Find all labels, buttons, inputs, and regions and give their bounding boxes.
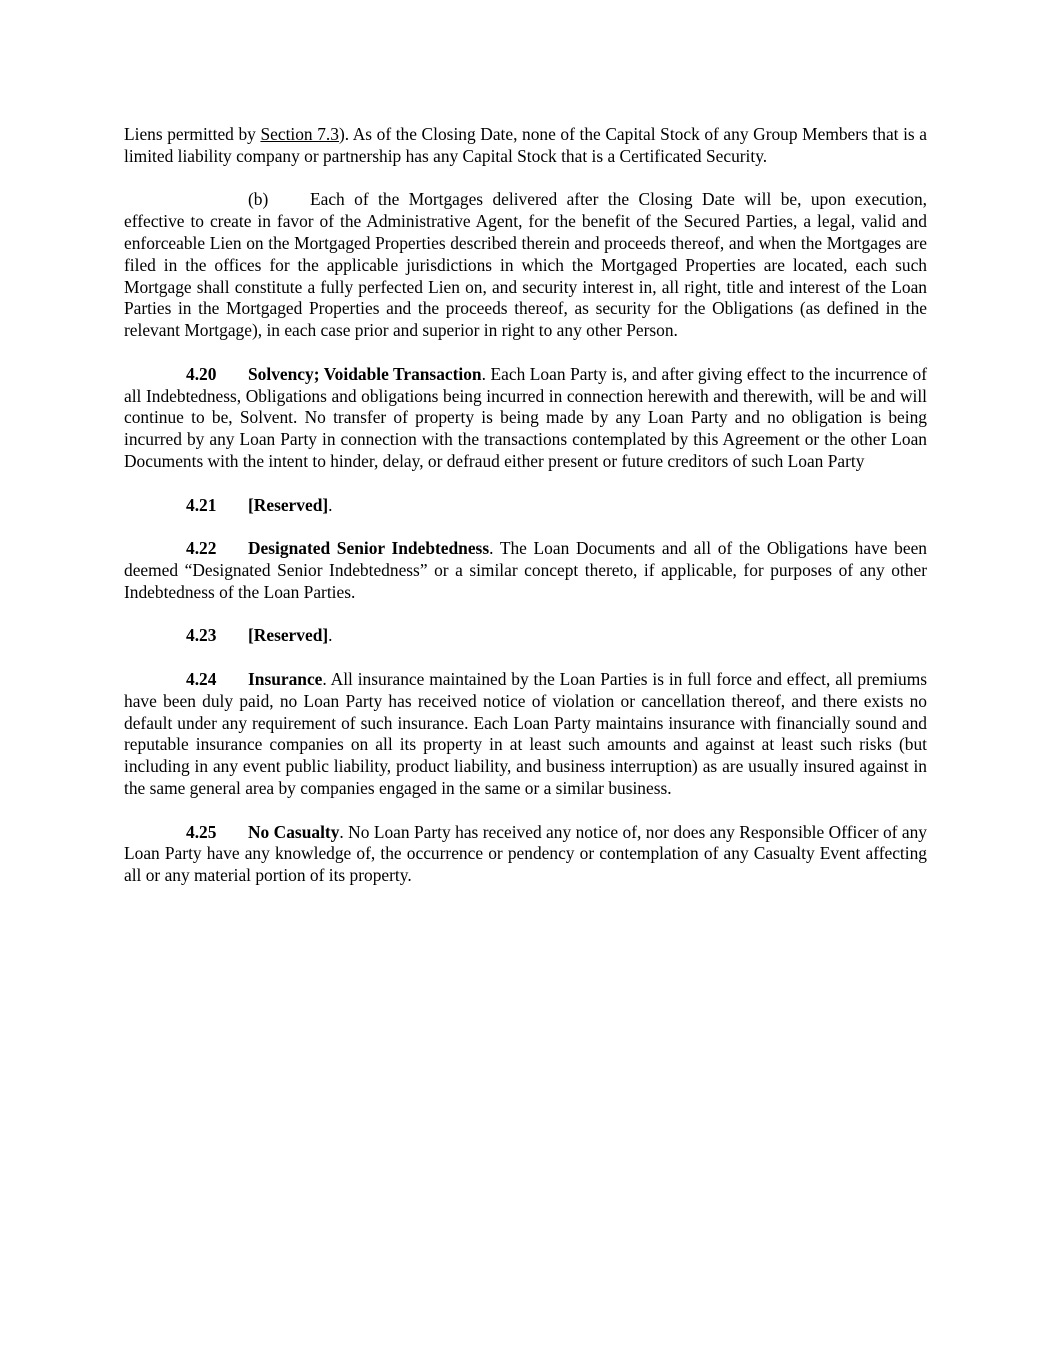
section-body: . Each Loan Party is, and after giving effect to the incurrence of all Indebtedness, Obligations and obligations being incurred in connection herewith and therewith, will be and will continue to be, Solvent. No transfer of property is being made by any Loan Party and no obligation is being incurred by any Loan Party in connection with the transactions contemplated by this Agreement or the other Loan Documents with the intent to hinder, delay, or defraud either present or future creditors of such Loan Party <box>124 363 927 471</box>
section-number: 4.22 <box>186 538 217 559</box>
section-number: 4.23 <box>186 625 217 646</box>
paragraph-b-mortgages <box>124 189 927 342</box>
section-4-21 <box>124 495 927 517</box>
section-reference-link[interactable]: Section 7.3 <box>260 124 339 144</box>
section-heading: [Reserved] <box>248 494 329 515</box>
liens-body-text: ). As of the Closing Date, none of the Capital Stock of any Group Members that is a limited liability company or partnership has any Capital Stock that is a Certificated Security. <box>124 124 928 166</box>
section-heading: Designated Senior Indebtedness <box>248 538 490 559</box>
section-heading: Insurance <box>248 668 323 689</box>
section-number: 4.20 <box>186 363 217 384</box>
section-body: . <box>328 494 333 515</box>
section-4-20 <box>124 364 927 473</box>
section-number: 4.21 <box>186 494 217 515</box>
liens-lead-text: Liens permitted by <box>124 124 261 144</box>
section-number: 4.24 <box>186 668 217 689</box>
section-number: 4.25 <box>186 821 217 842</box>
section-4-23 <box>124 625 927 647</box>
section-heading: Solvency; Voidable Transaction <box>248 363 482 384</box>
section-4-24 <box>124 669 927 800</box>
section-body: . The Loan Documents and all of the Obligations have been deemed “Designated Senior Indebtedness” or a similar concept thereto, if applicable, for purposes of any other Indebtedness of the Loan Parties. <box>124 538 928 602</box>
section-heading: [Reserved] <box>248 625 329 646</box>
paragraph-liens-continuation <box>124 124 927 168</box>
paragraph-b-text: Each of the Mortgages delivered after the Closing Date will be, upon execution, effective to create in favor of the Administrative Agent, for the benefit of the Secured Parties, a legal, valid and enforceable Lien on the Mortgaged Properties described therein and proceeds thereof, and when the Mortgages are filed in the offices for the applicable jurisdictions in which the Mortgaged Properties are located, each such Mortgage shall constitute a fully perfected Lien on, and security interest in, all right, title and interest of the Loan Parties in the Mortgaged Properties and the proceeds thereof, as security for the Obligations (as defined in the relevant Mortgage), in each case prior and superior in right to any other Person. <box>124 189 927 341</box>
section-body: . No Loan Party has received any notice of, nor does any Responsible Officer of any Loan Party have any knowledge of, the occurrence or pendency or contemplation of any Casualty Event affecting all or any material portion of its property. <box>124 821 927 886</box>
section-body: . <box>328 625 333 646</box>
document-page <box>124 124 927 909</box>
section-4-25 <box>124 822 927 887</box>
subsection-label: (b) <box>248 189 269 210</box>
section-4-22 <box>124 538 927 603</box>
section-body: . All insurance maintained by the Loan Parties is in full force and effect, all premiums have been duly paid, no Loan Party has received notice of violation or cancellation thereof, and there exists no default under any requirement of such insurance. Each Loan Party maintains insurance with financially sound and reputable insurance companies on all its property in at least such amounts and against at least such risks (but including in any event public liability, product liability, and business interruption) as are usually insured against in the same general area by companies engaged in the same or a similar business. <box>124 668 927 798</box>
section-heading: No Casualty <box>248 821 340 842</box>
